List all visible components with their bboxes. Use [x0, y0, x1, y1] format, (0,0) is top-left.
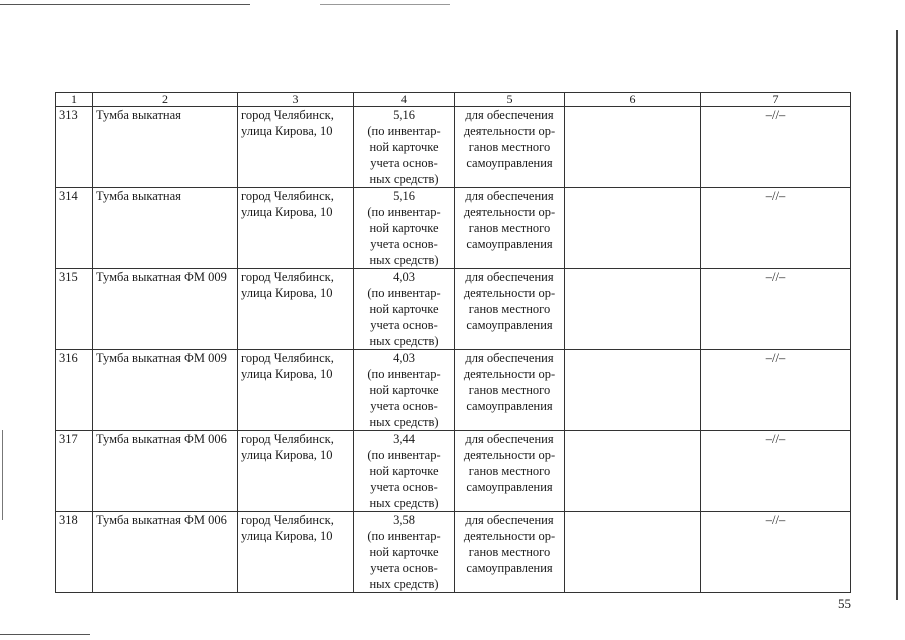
column-6-cell [565, 512, 701, 593]
item-purpose-cell [455, 512, 565, 593]
item-value-cell [354, 188, 455, 269]
value-note-line: ных средств) [369, 577, 439, 591]
value-note-line: ных средств) [369, 253, 439, 267]
value-note-line: (по инвентар- [367, 205, 441, 219]
value-note-line: ной карточке [369, 140, 439, 154]
table-row [56, 431, 851, 512]
item-purpose-cell [455, 188, 565, 269]
purpose-line: ганов местного [468, 545, 551, 559]
item-purpose-cell [455, 431, 565, 512]
row-number: 318 [56, 512, 93, 593]
value-note-line: учета основ- [370, 237, 438, 251]
item-value: 3,44 [393, 432, 415, 446]
purpose-line: ганов местного [468, 221, 551, 235]
purpose-line: деятельности ор- [463, 205, 556, 219]
purpose-line: для обеспечения [465, 189, 554, 203]
purpose-line: деятельности ор- [463, 448, 556, 462]
item-value: 4,03 [393, 270, 415, 284]
inventory-table [55, 92, 851, 593]
purpose-line: самоуправления [466, 318, 553, 332]
purpose-line: деятельности ор- [463, 286, 556, 300]
column-7-ditto: –//– [701, 431, 851, 512]
purpose-line: ганов местного [468, 383, 551, 397]
column-6-cell [565, 431, 701, 512]
value-note-line: учета основ- [370, 480, 438, 494]
item-value: 5,16 [393, 189, 415, 203]
table-row [56, 269, 851, 350]
item-name: Тумба выкатная [93, 188, 238, 269]
item-address: город Челябинск, улица Кирова, 10 [238, 350, 354, 431]
purpose-line: деятельности ор- [463, 367, 556, 381]
purpose-line: для обеспечения [465, 351, 554, 365]
value-note-line: ных средств) [369, 172, 439, 186]
table-row [56, 512, 851, 593]
column-header-7: 7 [701, 93, 851, 107]
row-number: 313 [56, 107, 93, 188]
item-value: 3,58 [393, 513, 415, 527]
scan-artifact-bottom-left [0, 634, 90, 635]
value-note-line: (по инвентар- [367, 448, 441, 462]
column-6-cell [565, 107, 701, 188]
scan-artifact-left-edge [2, 430, 3, 520]
table-row [56, 107, 851, 188]
item-value-cell [354, 512, 455, 593]
purpose-line: деятельности ор- [463, 124, 556, 138]
item-value-cell [354, 107, 455, 188]
value-note-line: учета основ- [370, 156, 438, 170]
item-name: Тумба выкатная [93, 107, 238, 188]
scan-artifact-top-left [0, 4, 250, 5]
purpose-line: ганов местного [468, 140, 551, 154]
value-note-line: ной карточке [369, 302, 439, 316]
value-note-line: ной карточке [369, 221, 439, 235]
scan-artifact-right-edge [896, 30, 898, 600]
purpose-line: для обеспечения [465, 513, 554, 527]
column-6-cell [565, 269, 701, 350]
value-note-line: ной карточке [369, 464, 439, 478]
item-purpose-cell [455, 350, 565, 431]
column-7-ditto: –//– [701, 269, 851, 350]
table-row [56, 188, 851, 269]
column-7-ditto: –//– [701, 107, 851, 188]
table-row [56, 350, 851, 431]
purpose-line: самоуправления [466, 156, 553, 170]
item-value: 4,03 [393, 351, 415, 365]
item-address: город Челябинск, улица Кирова, 10 [238, 107, 354, 188]
item-name: Тумба выкатная ФМ 006 [93, 512, 238, 593]
item-name: Тумба выкатная ФМ 009 [93, 269, 238, 350]
item-address: город Челябинск, улица Кирова, 10 [238, 269, 354, 350]
scan-artifact-top-mid [320, 4, 450, 5]
value-note-line: учета основ- [370, 561, 438, 575]
purpose-line: для обеспечения [465, 432, 554, 446]
value-note-line: учета основ- [370, 399, 438, 413]
purpose-line: самоуправления [466, 480, 553, 494]
value-note-line: ных средств) [369, 415, 439, 429]
purpose-line: деятельности ор- [463, 529, 556, 543]
value-note-line: (по инвентар- [367, 367, 441, 381]
item-address: город Челябинск, улица Кирова, 10 [238, 188, 354, 269]
item-address: город Челябинск, улица Кирова, 10 [238, 431, 354, 512]
row-number: 315 [56, 269, 93, 350]
page-number: 55 [838, 596, 851, 611]
column-header-1: 1 [56, 93, 93, 107]
column-header-3: 3 [238, 93, 354, 107]
item-value-cell [354, 350, 455, 431]
purpose-line: для обеспечения [465, 108, 554, 122]
column-6-cell [565, 188, 701, 269]
item-purpose-cell [455, 107, 565, 188]
column-7-ditto: –//– [701, 512, 851, 593]
purpose-line: ганов местного [468, 464, 551, 478]
row-number: 317 [56, 431, 93, 512]
value-note-line: учета основ- [370, 318, 438, 332]
column-7-ditto: –//– [701, 350, 851, 431]
purpose-line: самоуправления [466, 399, 553, 413]
value-note-line: ной карточке [369, 383, 439, 397]
value-note-line: (по инвентар- [367, 286, 441, 300]
item-purpose-cell [455, 269, 565, 350]
column-header-6: 6 [565, 93, 701, 107]
value-note-line: ных средств) [369, 334, 439, 348]
purpose-line: ганов местного [468, 302, 551, 316]
column-6-cell [565, 350, 701, 431]
row-number: 314 [56, 188, 93, 269]
value-note-line: (по инвентар- [367, 529, 441, 543]
row-number: 316 [56, 350, 93, 431]
purpose-line: самоуправления [466, 237, 553, 251]
column-header-5: 5 [455, 93, 565, 107]
value-note-line: ной карточке [369, 545, 439, 559]
item-name: Тумба выкатная ФМ 006 [93, 431, 238, 512]
value-note-line: (по инвентар- [367, 124, 441, 138]
column-header-4: 4 [354, 93, 455, 107]
column-header-2: 2 [93, 93, 238, 107]
item-value: 5,16 [393, 108, 415, 122]
item-value-cell [354, 269, 455, 350]
item-name: Тумба выкатная ФМ 009 [93, 350, 238, 431]
value-note-line: ных средств) [369, 496, 439, 510]
header-row [56, 93, 851, 107]
column-7-ditto: –//– [701, 188, 851, 269]
item-address: город Челябинск, улица Кирова, 10 [238, 512, 354, 593]
item-value-cell [354, 431, 455, 512]
purpose-line: самоуправления [466, 561, 553, 575]
purpose-line: для обеспечения [465, 270, 554, 284]
